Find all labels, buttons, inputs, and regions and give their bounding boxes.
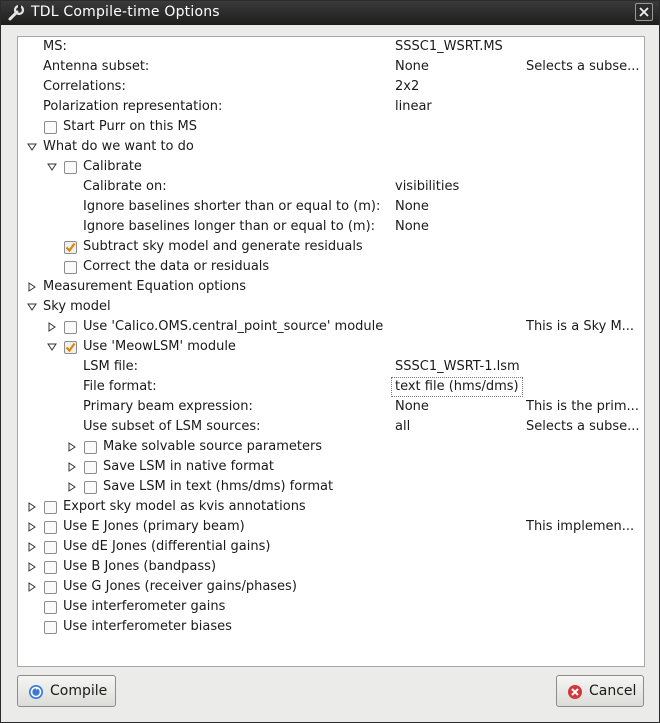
tree-row[interactable] [18,277,644,297]
close-button[interactable] [635,3,653,21]
expander-closed-icon[interactable] [27,282,37,292]
tree-row[interactable] [18,477,644,497]
option-label: Use G Jones (receiver gains/phases) [63,579,297,594]
checkbox[interactable] [44,601,57,614]
checkbox[interactable] [44,561,57,574]
option-label: Save LSM in text (hms/dms) format [103,479,334,494]
checkbox[interactable] [84,481,97,494]
option-label: Use dE Jones (differential gains) [63,539,271,554]
expander-open-icon[interactable] [27,302,37,312]
checkbox[interactable] [84,461,97,474]
checkbox[interactable] [44,581,57,594]
tree-row[interactable] [18,497,644,517]
option-label: Primary beam expression: [83,399,253,414]
checkbox-checked[interactable] [64,341,77,354]
checkbox[interactable] [44,121,57,134]
expander-open-icon[interactable] [47,342,57,352]
close-icon [636,4,652,20]
expander-closed-icon[interactable] [67,482,77,492]
tree-row[interactable] [18,577,644,597]
tree-row[interactable] [18,177,644,197]
checkmark-icon [65,242,76,253]
checkbox[interactable] [44,501,57,514]
option-label: Export sky model as kvis annotations [63,499,306,514]
checkbox[interactable] [44,541,57,554]
option-value-editor[interactable]: text file (hms/dms) [391,377,523,397]
checkbox[interactable] [44,521,57,534]
tree-row[interactable] [18,297,644,317]
checkbox[interactable] [64,321,77,334]
tree-row[interactable] [18,217,644,237]
option-value[interactable]: 2x2 [395,79,420,94]
wrench-icon [7,4,25,22]
option-label: Use B Jones (bandpass) [63,559,217,574]
option-label: Use subset of LSM sources: [83,419,261,434]
option-doc: Selects a subse... [526,59,640,74]
tree-row[interactable] [18,37,644,57]
option-label: Make solvable source parameters [103,439,323,454]
tree-row[interactable] [18,97,644,117]
expander-closed-icon[interactable] [27,542,37,552]
expander-closed-icon[interactable] [27,522,37,532]
option-value[interactable]: None [395,399,429,414]
tree-row[interactable] [18,357,644,377]
option-label: Sky model [43,299,111,314]
option-value[interactable]: None [395,59,429,74]
option-label: Ignore baselines shorter than or equal to (m): [83,199,381,214]
option-value[interactable]: SSSC1_WSRT-1.lsm [395,359,520,374]
option-label: Use interferometer biases [63,619,232,634]
option-value[interactable]: linear [395,99,432,114]
checkbox[interactable] [64,261,77,274]
tree-row[interactable] [18,597,644,617]
compile-icon [28,684,44,700]
option-label: Use 'MeowLSM' module [83,339,236,354]
checkbox[interactable] [84,441,97,454]
option-doc: This is a Sky M... [526,319,635,334]
expander-closed-icon[interactable] [47,322,57,332]
tree-row[interactable] [18,237,644,257]
tree-row[interactable] [18,617,644,637]
option-label: Start Purr on this MS [63,119,197,134]
option-value[interactable]: None [395,199,429,214]
option-doc: This implemen... [526,519,635,534]
tree-row[interactable] [18,57,644,77]
tree-row[interactable] [18,437,644,457]
expander-open-icon[interactable] [47,162,57,172]
tree-row[interactable] [18,257,644,277]
tree-row[interactable] [18,197,644,217]
option-label: Measurement Equation options [43,279,246,294]
option-label: MS: [43,39,67,54]
option-label: Use E Jones (primary beam) [63,519,245,534]
option-label: Use 'Calico.OMS.central_point_source' module [83,319,384,334]
window-title: TDL Compile-time Options [31,4,220,20]
option-label: Polarization representation: [43,99,223,114]
title-bar[interactable] [1,1,659,25]
tree-row[interactable] [18,337,644,357]
option-value[interactable]: SSSC1_WSRT.MS [395,39,503,54]
tree-row[interactable] [18,77,644,97]
expander-closed-icon[interactable] [27,582,37,592]
option-label: Ignore baselines longer than or equal to (m): [83,219,376,234]
expander-closed-icon[interactable] [67,462,77,472]
cancel-icon [567,684,583,700]
cancel-label: Cancel [589,683,637,699]
checkbox[interactable] [64,161,77,174]
expander-open-icon[interactable] [27,142,37,152]
tree-row[interactable] [18,537,644,557]
option-label: Use interferometer gains [63,599,226,614]
option-doc: This is the prim... [526,399,639,414]
option-label: Save LSM in native format [103,459,274,474]
checkbox[interactable] [44,621,57,634]
option-label: Calibrate [83,159,142,174]
option-label: LSM file: [83,359,139,374]
option-label: Correct the data or residuals [83,259,270,274]
compile-button[interactable] [17,675,116,707]
expander-closed-icon[interactable] [27,562,37,572]
option-value[interactable]: all [395,419,411,434]
option-label: Correlations: [43,79,126,94]
tree-row[interactable] [18,517,644,537]
option-label: What do we want to do [43,139,194,154]
option-label: Calibrate on: [83,179,167,194]
options-tree[interactable] [17,36,645,667]
option-doc: Selects a subse... [526,419,640,434]
expander-closed-icon[interactable] [27,502,37,512]
checkbox-checked[interactable] [64,241,77,254]
tree-row[interactable] [18,457,644,477]
option-value[interactable]: None [395,219,429,234]
expander-closed-icon[interactable] [67,442,77,452]
option-label: File format: [83,379,157,394]
tree-row[interactable] [18,137,644,157]
option-value[interactable]: visibilities [395,179,460,194]
compile-label: Compile [50,683,108,699]
tree-row[interactable] [18,157,644,177]
tree-row[interactable] [18,397,644,417]
tree-row[interactable] [18,317,644,337]
tree-row[interactable] [18,377,644,397]
tree-row[interactable] [18,417,644,437]
tree-row[interactable] [18,557,644,577]
checkmark-icon [65,342,76,353]
cancel-button[interactable] [556,675,644,707]
option-label: Antenna subset: [43,59,150,74]
tree-row[interactable] [18,117,644,137]
option-label: Subtract sky model and generate residuals [83,239,363,254]
